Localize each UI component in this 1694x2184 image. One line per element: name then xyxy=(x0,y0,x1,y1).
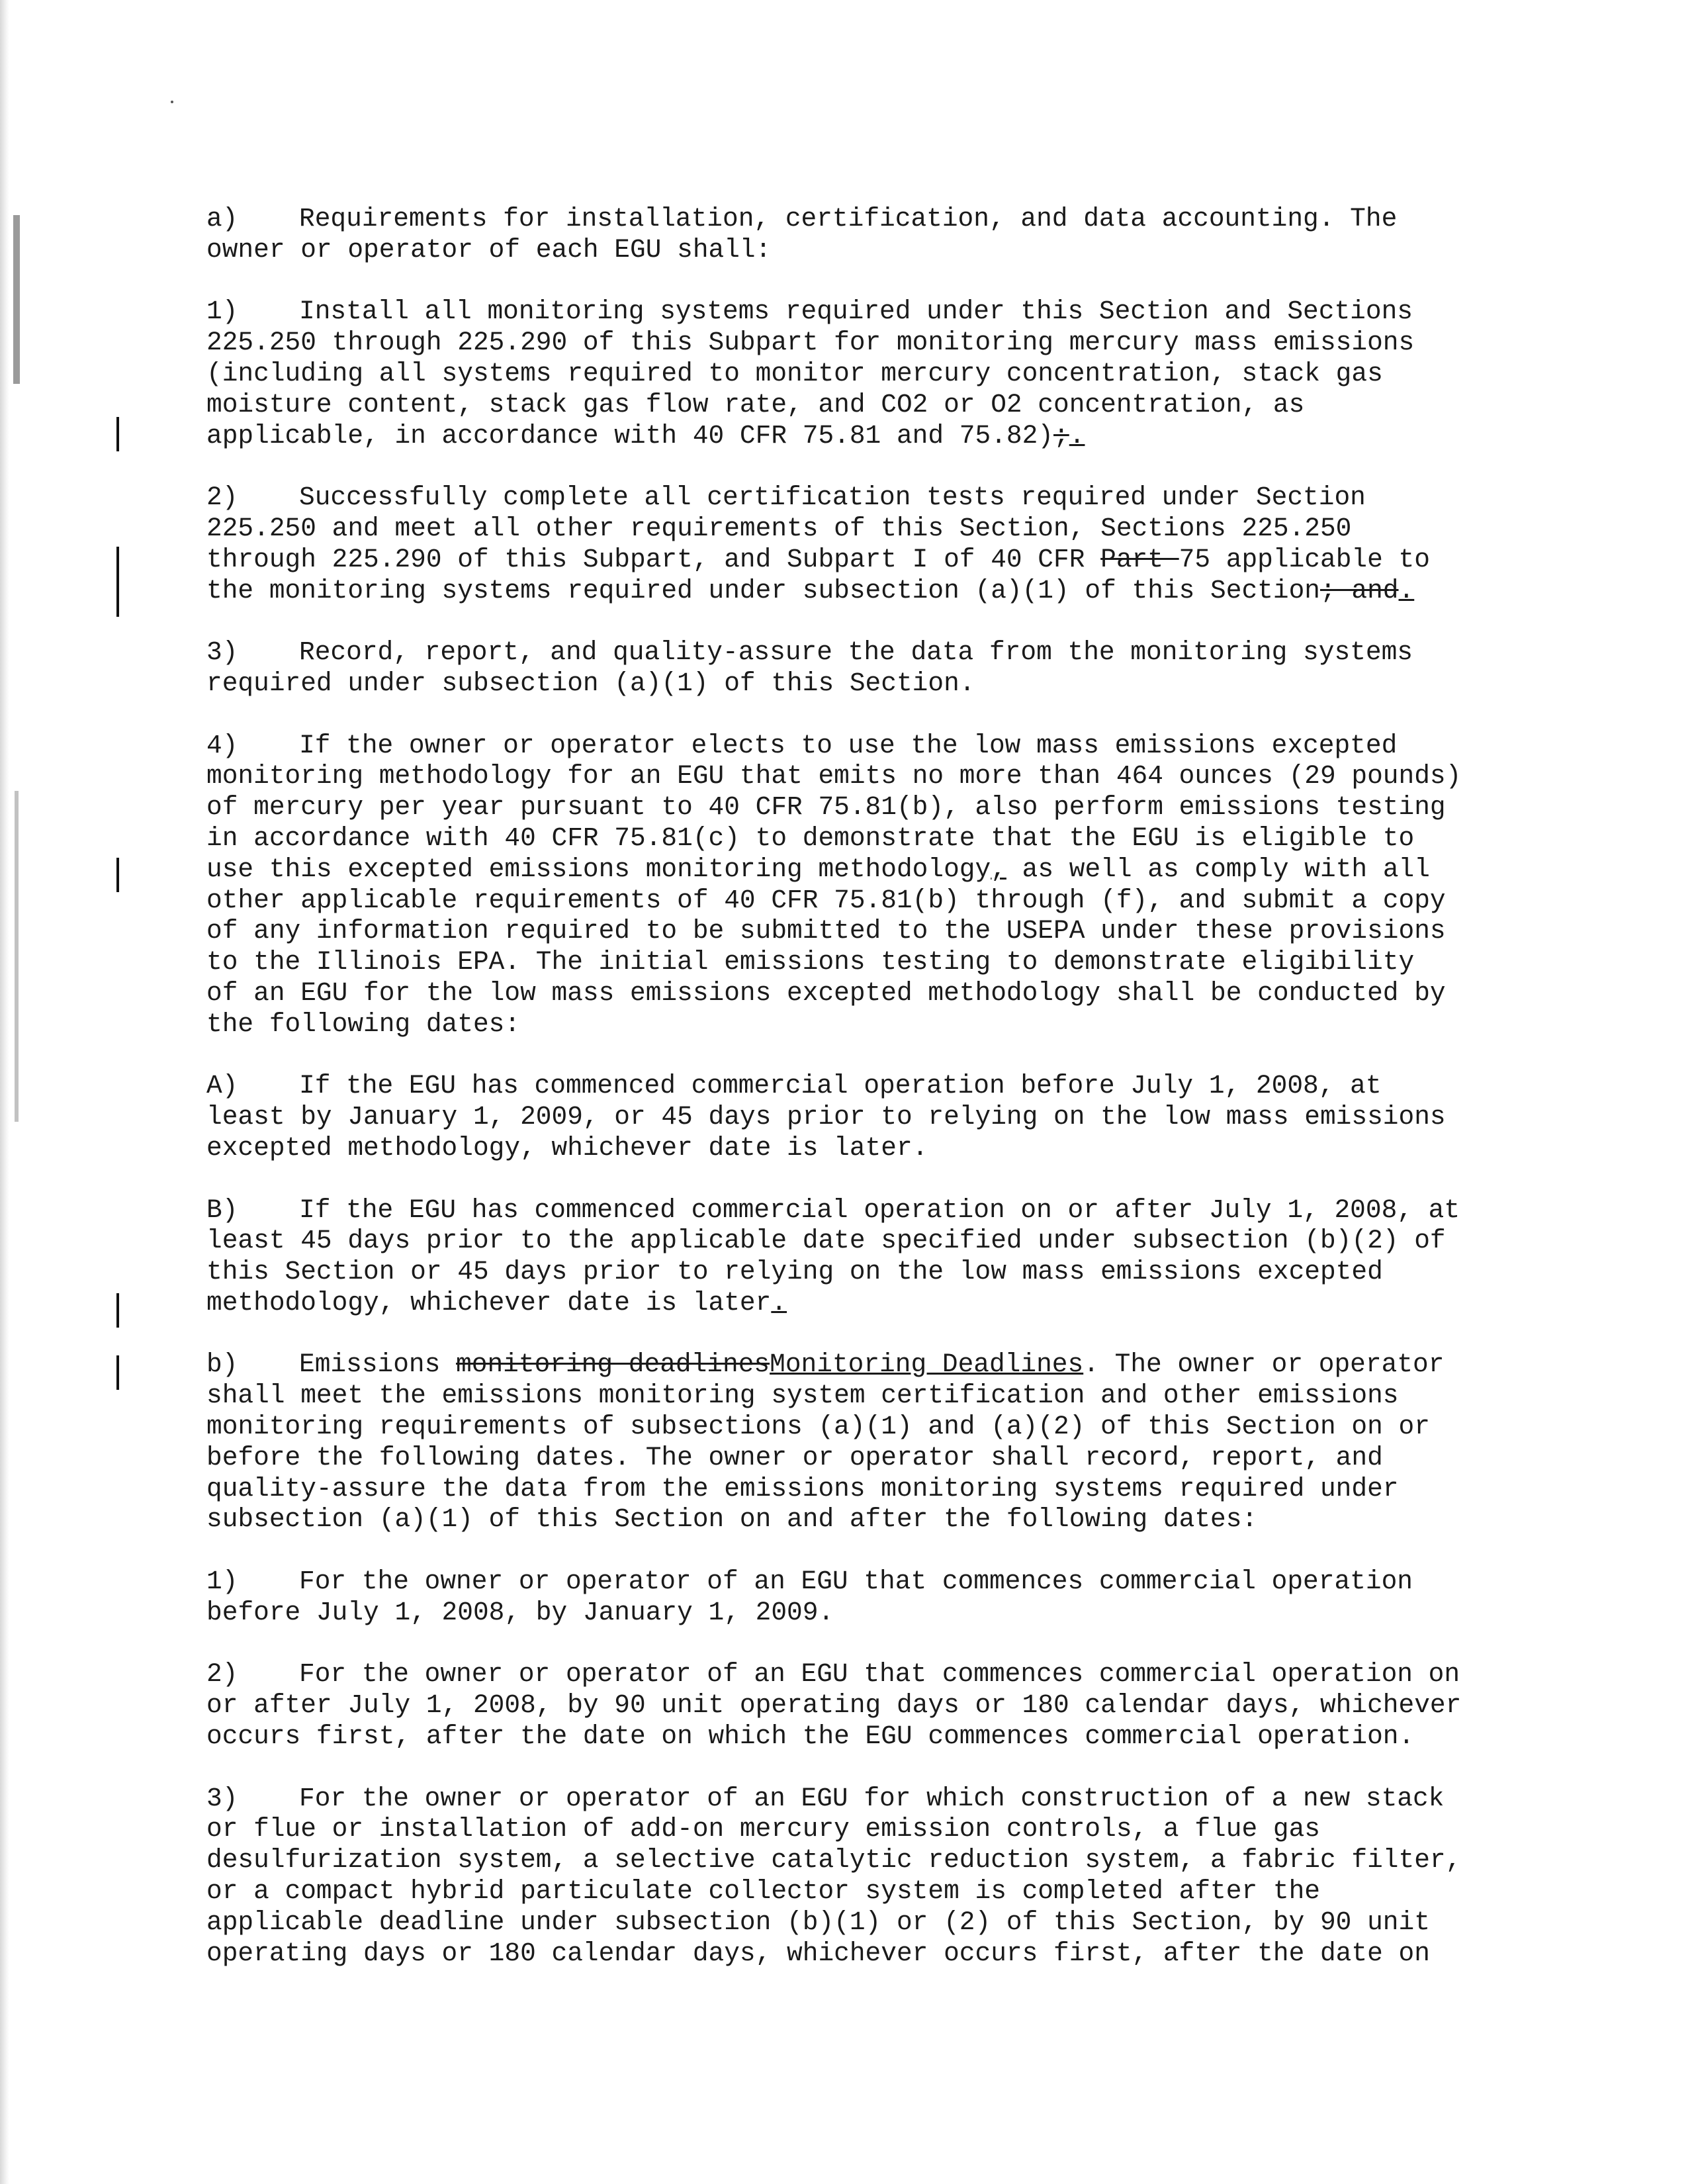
text-segment: or flue or installation of add-on mercury emission controls, a flue gas xyxy=(206,1814,1320,1844)
paragraph-a4A xyxy=(206,1071,1556,1163)
text-segment: Emissions xyxy=(299,1349,457,1380)
text-line xyxy=(206,1257,1556,1288)
text-segment: desulfurization system, a selective catalytic reduction system, a fabric filter, xyxy=(206,1845,1462,1876)
text-line xyxy=(206,1288,1556,1319)
text-segment: of mercury per year pursuant to 40 CFR 75.81(b), also perform emissions testing xyxy=(206,792,1446,823)
text-segment: Install all monitoring systems required under this Section and Sections xyxy=(299,296,1413,327)
text-segment: applicable deadline under subsection (b)(1) or (2) of this Section, by 90 unit xyxy=(206,1907,1430,1937)
text-segment: the following dates: xyxy=(206,1009,521,1039)
text-line xyxy=(206,854,1556,886)
text-segment: subsection (a)(1) of this Section on and after the following dates: xyxy=(206,1504,1258,1535)
text-line xyxy=(206,1814,1556,1845)
text-line xyxy=(206,296,1556,328)
text-line xyxy=(206,1133,1556,1164)
text-line xyxy=(206,359,1556,390)
text-segment: moisture content, stack gas flow rate, and CO2 or O2 concentration, as xyxy=(206,389,1305,420)
revision-change-bar xyxy=(116,1355,119,1390)
text-segment: in accordance with 40 CFR 75.81(c) to demonstrate that the EGU is eligible to xyxy=(206,823,1415,853)
text-segment: Record, report, and quality-assure the data from the monitoring systems xyxy=(299,637,1413,668)
paragraph-label: B) xyxy=(206,1195,238,1225)
text-segment: 225.250 through 225.290 of this Subpart for monitoring mercury mass emissions xyxy=(206,328,1415,358)
scan-artifact-mark xyxy=(15,791,19,1122)
text-line xyxy=(206,545,1556,576)
text-line xyxy=(206,328,1556,359)
deleted-text: ; and xyxy=(1319,575,1399,606)
text-line xyxy=(206,1784,1556,1815)
text-line xyxy=(206,886,1556,917)
text-line xyxy=(206,916,1556,947)
text-segment: least by January 1, 2009, or 45 days prior to relying on the low mass emissions xyxy=(206,1102,1446,1132)
text-line xyxy=(206,1938,1556,1970)
revision-change-bar xyxy=(116,417,119,451)
paragraph-a xyxy=(206,204,1556,266)
text-line xyxy=(206,482,1556,514)
text-segment: For the owner or operator of an EGU for which construction of a new stack xyxy=(299,1783,1445,1813)
deleted-text: ; xyxy=(1053,420,1069,451)
text-line xyxy=(206,1443,1556,1474)
text-line xyxy=(206,1226,1556,1257)
text-segment: this Section or 45 days prior to relying on the low mass emissions excepted xyxy=(206,1257,1383,1287)
text-line xyxy=(206,390,1556,421)
text-line xyxy=(206,1381,1556,1412)
scan-edge-shadow xyxy=(0,0,9,2184)
text-line xyxy=(206,637,1556,668)
text-segment: owner or operator of each EGU shall: xyxy=(206,234,772,265)
text-line xyxy=(206,421,1556,452)
text-line xyxy=(206,204,1556,235)
text-segment: before the following dates. The owner or operator shall record, report, and xyxy=(206,1442,1383,1473)
text-line xyxy=(206,823,1556,854)
paragraph-label: 1) xyxy=(206,1567,238,1597)
text-line xyxy=(206,1071,1556,1102)
text-segment: 75 applicable to xyxy=(1179,544,1430,574)
paragraph-b1 xyxy=(206,1567,1556,1629)
text-line xyxy=(206,1349,1556,1381)
inserted-text: Monitoring Deadlines xyxy=(770,1349,1084,1380)
text-line xyxy=(206,668,1556,700)
deleted-text: monitoring deadlines xyxy=(456,1349,770,1380)
paragraph-label: 3) xyxy=(206,1783,238,1813)
text-segment: monitoring requirements of subsections (a)(1) and (a)(2) of this Section on or xyxy=(206,1412,1430,1442)
text-segment: operating days or 180 calendar days, whichever occurs first, after the date on xyxy=(206,1938,1430,1968)
text-segment: . The owner or operator xyxy=(1083,1349,1445,1380)
text-segment: other applicable requirements of 40 CFR 75.81(b) through (f), and submit a copy xyxy=(206,885,1446,915)
text-line xyxy=(206,1690,1556,1721)
paragraph-b3 xyxy=(206,1784,1556,1970)
text-line xyxy=(206,514,1556,545)
text-line xyxy=(206,731,1556,762)
text-line xyxy=(206,978,1556,1009)
text-line xyxy=(206,1598,1556,1629)
text-line xyxy=(206,1845,1556,1876)
text-segment: applicable, in accordance with 40 CFR 75.81 and 75.82) xyxy=(206,420,1054,451)
paragraph-label: 2) xyxy=(206,1659,238,1690)
paragraph-label: 1) xyxy=(206,296,238,327)
paragraph-a4B xyxy=(206,1195,1556,1319)
text-segment: through 225.290 of this Subpart, and Subpart I of 40 CFR xyxy=(206,544,1101,574)
document-body xyxy=(206,204,1556,1969)
text-segment: For the owner or operator of an EGU that commences commercial operation on xyxy=(299,1659,1460,1690)
text-segment: before July 1, 2008, by January 1, 2009. xyxy=(206,1597,834,1627)
text-segment: least 45 days prior to the applicable date specified under subsection (b)(2) of xyxy=(206,1226,1446,1256)
paragraph-b2 xyxy=(206,1659,1556,1752)
paragraph-a2 xyxy=(206,482,1556,606)
inserted-text: . xyxy=(771,1287,787,1318)
text-line xyxy=(206,1474,1556,1505)
paragraph-a3 xyxy=(206,637,1556,700)
scan-speck xyxy=(171,101,173,103)
revision-change-bar xyxy=(116,1293,119,1328)
text-segment: or after July 1, 2008, by 90 unit operating days or 180 calendar days, whichever xyxy=(206,1690,1462,1721)
text-segment: to the Illinois EPA. The initial emissions testing to demonstrate eligibility xyxy=(206,947,1415,978)
text-segment: the monitoring systems required under subsection (a)(1) of this Section xyxy=(206,575,1320,606)
text-segment: Requirements for installation, certification, and data accounting. The xyxy=(299,204,1398,234)
text-segment: 225.250 and meet all other requirements of this Section, Sections 225.250 xyxy=(206,513,1352,543)
text-line xyxy=(206,1102,1556,1133)
paragraph-a1 xyxy=(206,296,1556,451)
text-segment: as well as comply with all xyxy=(1006,854,1430,884)
text-segment: use this excepted emissions monitoring methodology xyxy=(206,854,991,884)
text-line xyxy=(206,235,1556,266)
text-line xyxy=(206,1504,1556,1535)
text-segment: If the EGU has commenced commercial operation on or after July 1, 2008, at xyxy=(299,1195,1460,1225)
paragraph-label: 4) xyxy=(206,730,238,760)
text-segment: of an EGU for the low mass emissions excepted methodology shall be conducted by xyxy=(206,978,1446,1008)
text-line xyxy=(206,1412,1556,1443)
text-segment: excepted methodology, whichever date is later. xyxy=(206,1132,928,1163)
deleted-text: Part xyxy=(1100,544,1179,574)
paragraph-label: b) xyxy=(206,1349,238,1380)
text-segment: occurs first, after the date on which the EGU commences commercial operation. xyxy=(206,1721,1415,1752)
paragraph-label: 2) xyxy=(206,482,238,513)
text-line xyxy=(206,947,1556,978)
text-segment: Successfully complete all certification tests required under Section xyxy=(299,482,1366,513)
text-segment: (including all systems required to monitor mercury concentration, stack gas xyxy=(206,358,1383,388)
text-segment: If the EGU has commenced commercial operation before July 1, 2008, at xyxy=(299,1071,1382,1101)
text-line xyxy=(206,1907,1556,1938)
text-line xyxy=(206,1721,1556,1752)
text-line xyxy=(206,1009,1556,1040)
revision-change-bar xyxy=(116,858,119,892)
text-line xyxy=(206,1195,1556,1226)
paragraph-b xyxy=(206,1349,1556,1535)
inserted-text: . xyxy=(1069,420,1085,451)
text-segment: For the owner or operator of an EGU that commences commercial operation xyxy=(299,1567,1413,1597)
text-segment: methodology, whichever date is later xyxy=(206,1287,772,1318)
text-line xyxy=(206,1659,1556,1690)
scan-artifact-mark xyxy=(13,215,20,384)
text-segment: If the owner or operator elects to use the low mass emissions excepted xyxy=(299,730,1398,760)
text-line xyxy=(206,576,1556,607)
text-segment: monitoring methodology for an EGU that emits no more than 464 ounces (29 pounds) xyxy=(206,761,1462,792)
paragraph-label: a) xyxy=(206,204,238,234)
inserted-text: , xyxy=(991,854,1006,884)
text-segment: quality-assure the data from the emissions monitoring systems required under xyxy=(206,1473,1399,1504)
text-segment: required under subsection (a)(1) of this Section. xyxy=(206,668,975,698)
text-line xyxy=(206,792,1556,823)
paragraph-label: 3) xyxy=(206,637,238,668)
inserted-text: . xyxy=(1398,575,1415,606)
text-segment: or a compact hybrid particulate collector system is completed after the xyxy=(206,1876,1320,1907)
paragraph-a4 xyxy=(206,731,1556,1040)
paragraph-label: A) xyxy=(206,1071,238,1101)
revision-change-bar xyxy=(116,547,119,617)
text-segment: shall meet the emissions monitoring system certification and other emissions xyxy=(206,1381,1399,1411)
text-line xyxy=(206,1567,1556,1598)
text-line xyxy=(206,761,1556,792)
text-segment: of any information required to be submitted to the USEPA under these provisions xyxy=(206,916,1446,946)
text-line xyxy=(206,1876,1556,1907)
